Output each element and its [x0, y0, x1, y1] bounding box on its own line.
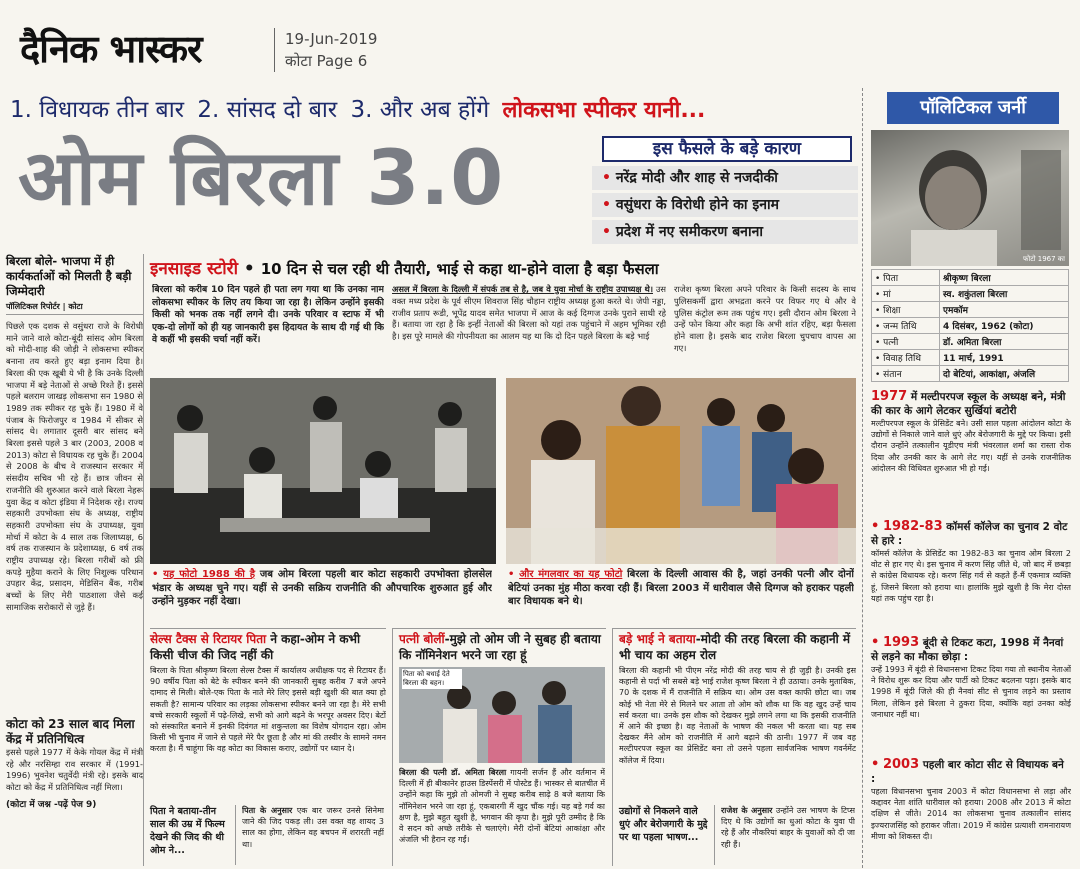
photo-tuesday	[506, 378, 856, 564]
childhood-photo	[871, 130, 1069, 266]
left-byline: पॉलिटिकल रिपोर्टर | कोटा	[6, 301, 143, 315]
story-brother-body: बिरला की कहानी भी पीएम नरेंद्र मोदी की तरह चाय से ही जुड़ी है। उनकी इस कहानी से पर्दा भी सबसे बड़े भाई राजेश कृष्ण बिरला ने ही उठाया। उनके मुताबिक, 70 के दशक में मैं राजनीति में सक्रिय था। ओम उस वक्त काफी छोटा था। जब कोई भी नेता मेरे से मिलने घर आता तो ओम को शौक था कि वह खुद उन्हें चाय सर्व करता था। उनके इस शौक को देखकर मुझे लगने लगा था कि इसकी राजनीति में आने की इच्छा है। वह नेताओं के भाषण की नकल भी करता था। यह सब देखकर मैंने ओम को राजनीति में आगे बढ़ाने की ठानी। 1977 में जब वह मल्टीपरपज स्कूल का प्रेसिडेंट बना तो उसने पहला सार्वजनिक भाषण गवर्नमेंट कॉलेज में दिया।	[619, 666, 856, 765]
story-wife-headline: पत्नी बोलीं-मुझे तो ओम जी ने सुबह ही बताया कि नॉमिनेशन भरने जा रहा हूं	[399, 632, 601, 662]
story-father-headline: सेल्स टैक्स से रिटायर पिता ने कहा-ओम ने कभी किसी चीज की जिद नहीं की	[150, 632, 361, 662]
left-column	[6, 254, 144, 866]
portrait-illustration	[871, 130, 1069, 266]
story-father-box-2: पिता के अनुसार एक बार जरूर उनसे सिनेमा जाने की जिद पकड़ ली। उस वक्त वह शायद 3 साल का होगा, लेकिन वह बचपन में शरारती नहीं था।	[242, 806, 384, 849]
kicker-2: 2. सांसद दो बार	[197, 97, 338, 123]
inside-col-2: असल में बिरला के दिल्ली में संपर्क तब से है, जब वे युवा मोर्चा के राष्ट्रीय उपाध्यक्ष थे। उस वक्त मध्य प्रदेश के पूर्व सीएम शिवराज सिंह चौहान राष्ट्रीय अध्यक्ष हुआ करते थे। जेपी नड्डा, राजीव प्रताप रूडी, भूपेंद्र यादव समेत भाजपा में आज के कई दिग्गज उनके पुराने साथी रहे हैं। बताया जा रहा है कि इन्हीं नेताओं की बिरला को यहां तक पहुंचाने में अहम भूमिका रही है। इस पूरे मामले की गोपनीयता का आलम यह था कि दो दिन पहले बिरला के बड़े भाई	[392, 284, 666, 342]
bio-table	[871, 269, 1069, 382]
journey-event: • 1993 बूंदी से टिकट कटा, 1998 में नैनवां से लड़ने का मौका छोड़ा : उन्हें 1993 में बूंदी से विधानसभा टिकट दिया गया तो स्थानीय नेताओं ने विरोध शुरू कर दिया और पार्टी को टिकट बदलना पड़ा। इसके बाद 1998 में बूंदी जिले की ही नैनवां सीट से चुनाव लड़ने का प्रस्ताव मिला, लेकिन इसे बिरला ने ठुकरा दिया, क्योंकि वहां उनका कोई जनाधार नहीं था।	[871, 635, 1071, 719]
inside-story-heading	[150, 256, 855, 282]
kicker-3: 3. और अब होंगे	[350, 97, 490, 123]
journey-event: 1977 में मल्टीपरपज स्कूल के अध्यक्ष बने, मंत्री की कार के आगे लेटकर सुर्खियां बटोरी मल्टीपरपज स्कूल के प्रेसिडेंट बने। उसी साल पहला आंदोलन कोटा के उद्योगों से निकाले जाने वाले धुएं और बेरोजगारी के मुद्दे पर किया। इसी दौरान उन्होंने तत्कालीन यूडीएच मंत्री भंवरलाल शर्मा का रास्ता रोक दिया और उनकी कार के आगे लेट गए। यहीं से उनके राजनीतिक आंदोलन की विधिवत शुरुआत भी हो गई।	[871, 389, 1071, 473]
kicker-red: लोकसभा स्पीकर यानी...	[502, 98, 706, 123]
inside-col-1: बिरला को करीब 10 दिन पहले ही पता लग गया था कि उनका नाम लोकसभा स्पीकर के लिए तय किया जा रहा है। लेकिन उन्होंने इसकी किसी को भनक तक नहीं लगने दी। उनके परिवार व स्टाफ में भी एक-दो लोगों को ही यह जानकारी इस हिदायत के साथ दी गई थी कि वे कहीं भी इसकी चर्चा नहीं करें।	[152, 284, 384, 346]
inside-story-label: इनसाइड स्टोरी	[150, 259, 238, 279]
left-page-ref: (कोटा में जश्न -पढ़ें पेज 9)	[6, 800, 97, 810]
table-row: • पत्नी डॉ. अमिता बिरला	[872, 334, 1069, 350]
journey-event: • 2003 पहली बार कोटा सीट से विधायक बने : पहला विधानसभा चुनाव 2003 में कोटा विधानसभा से लड़ा और कद्दावर नेता शांति धारीवाल को हराया। 2008 और 2013 में कोटा दक्षिण से जीते। 2014 का लोकसभा चुनाव तत्कालीन सांसद इज्यराजसिंह को हराकर जीता। 2019 में कांग्रेस प्रत्याशी रामनारायण मीणा को शिकस्त दी।	[871, 757, 1071, 841]
journey-column	[862, 88, 1074, 868]
main-headline: ओम बिरला 3.0	[18, 133, 505, 222]
story-brother-box-1: उद्योगों से निकलने वाले धुएं और बेरोजगारी के मुद्दे पर था पहला भाषण...	[619, 805, 715, 865]
story-brother	[612, 628, 856, 866]
table-row: • पिता श्रीकृष्ण बिरला	[872, 270, 1069, 286]
journey-title: पॉलिटिकल जर्नी	[887, 92, 1059, 124]
story-father-box-1: पिता ने बताया-तीन साल की उम्र में फिल्म देखने की जिद की थी ओम ने...	[150, 805, 236, 865]
city-page: कोटा Page 6	[285, 52, 368, 70]
inside-story-title: 10 दिन से चल रही थी तैयारी, भाई से कहा था-होने वाला है बड़ा फैसला	[260, 260, 659, 278]
sister-photo	[399, 667, 605, 763]
photo-year-caption: फोटो 1967 का	[1022, 255, 1065, 263]
photo-1988	[150, 378, 496, 564]
issue-date: 19-Jun-2019	[285, 30, 378, 48]
story-brother-headline: बड़े भाई ने बताया-मोदी की तरह बिरला की कहानी में भी चाय का अहम रोल	[619, 632, 851, 662]
reason-item: • नरेंद्र मोदी और शाह से नजदीकी	[592, 166, 858, 190]
journey-event: • 1982-83 कॉमर्स कॉलेज का चुनाव 2 वोट से हारे : कॉमर्स कॉलेज के प्रेसिडेंट का 1982-83 का चुनाव ओम बिरला 2 वोट से हार गए थे। इस चुनाव में करण सिंह जीते थे, जो बाद में छबड़ा से कांग्रेस विधायक रहे। करण सिंह गर्व से कहते हैं-मैं एकमात्र व्यक्ति हूं, जिसने बिरला को हराया था। हालांकि मुझे खुशी है कि मेरा दोस्त यहां तक पहुंच रहा है।	[871, 519, 1071, 603]
masthead	[0, 0, 1080, 82]
reason-item: • वसुंधरा के विरोधी होने का इनाम	[592, 193, 858, 217]
photo-1988-caption: • यह फोटो 1988 की है जब ओम बिरला पहली बार कोटा सहकारी उपभोक्ता होलसेल भंडार के अध्यक्ष चुने गए। यहीं से उनकी सक्रिय राजनीति की औपचारिक शुरुआत हुई और उन्होंने मुड़कर नहीं देखा।	[152, 569, 492, 607]
left-bottom-body: इससे पहले 1977 में केके गोयल केंद्र में मंत्री रहे और नरसिम्हा राव सरकार में (1991-1996) भुवनेश चतुर्वेदी मंत्री रहे। इसके बाद कोटा को केंद्र में प्रतिनिधित्व नहीं मिला।	[6, 747, 143, 793]
story-wife	[392, 628, 606, 866]
table-row: • जन्म तिथि 4 दिसंबर, 1962 (कोटा)	[872, 318, 1069, 334]
photo-tuesday-caption: • और मंगलवार का यह फोटो बिरला के दिल्ली आवास की है, जहां उनकी पत्नी और दोनों बेटियां उनका मुंह मीठा करवा रही हैं। बिरला 2003 में धारीवाल जैसे दिग्गज को हराकर पहली बार विधायक बने थे।	[508, 569, 854, 607]
table-row: • संतान दो बेटियां, आकांक्षा, अंजलि	[872, 366, 1069, 382]
kicker-1: 1. विधायक तीन बार	[10, 97, 185, 123]
masthead-logo: दैनिक भास्कर	[20, 27, 202, 71]
left-body: पिछले एक दशक से वसुंधरा राजे के विरोधी माने जाने वाले कोटा-बूंदी सांसद ओम बिरला को मोदी-शाह की जोड़ी ने लोकसभा स्पीकर बनाना तय करते हुए बड़ा इनाम दिया है। बिरला की एक खूबी ये भी है कि उनके दिल्ली भाजपा में बड़े नेताओं से अच्छे रिश्ते हैं। इससे पहले बलराम जाखड़ लोकसभा सन 1980 से 1989 तक स्पीकर रह चुके हैं। 1980 में वे पंजाब के फिरोजपुर व 1984 में सीकर से सांसद थे। लगातार दूसरी बार सांसद बने बिरला इससे पहले 3 बार (2003, 2008 व 2013) कोटा से विधायक रह चुके हैं। 2004 से 2008 के बीच वे राजस्थान सरकार में संसदीय सचिव भी रहे हैं। छात्र जीवन से राजनीति की शुरुआत करने वाले बिरला नेहरू युवा केंद्र व कोटा इंडिया में निदेशक रहे। राज्य सहकारी उपभोक्ता संघ के अध्यक्ष, राष्ट्रीय सहकारी उपभोक्ता संघ के उपाध्यक्ष, युवा मोर्चा में कोटा के 4 साल तक जिलाध्यक्ष, 6 वर्ष तक राजस्थान के प्रदेशाध्यक्ष, 6 वर्ष तक राष्ट्रीय उपाध्यक्ष रहे। बिरला गरीबों को फ्री कपड़े मुहैया कराने के लिए निशुल्क परिधान उपहार केंद्र, प्रसादम, मेडिसिन बैंक, गरीब बच्चों के लिए मेरी पाठशाला जैसे कई सामाजिक सरोकारों से जुड़े हैं।	[6, 321, 143, 612]
photo-tuesday-illustration	[506, 378, 856, 564]
left-bottom-headline: कोटा को 23 साल बाद मिला केंद्र में प्रतिनिधित्व	[6, 717, 135, 746]
inside-story-dot: •	[243, 259, 255, 279]
story-father	[150, 628, 386, 866]
masthead-divider	[274, 28, 275, 72]
table-row: • मां स्व. शकुंतला बिरला	[872, 286, 1069, 302]
inside-col-3: राजेश कृष्ण बिरला अपने परिवार के किसी सदस्य के साथ पुलिसकर्मी द्वारा अभद्रता करने पर विफर गए थे और वे पुलिस कंट्रोल रूम तक पहुंच गए। इसी दौरान ओम बिरला ने उन्हें फोन किया और कहा कि अभी शांत रहिए, बड़ा फैसला होने वाला है। इसके बाद राजेश बिरला चुपचाप वापस आ गए।	[674, 284, 856, 353]
reasons-box	[592, 136, 858, 248]
sister-photo-caption: पिता को बधाई देते बिरला की बहन।	[402, 669, 462, 689]
table-row: • विवाह तिथि 11 मार्च, 1991	[872, 350, 1069, 366]
kicker-line	[10, 92, 870, 126]
reason-item: • प्रदेश में नए समीकरण बनाना	[592, 220, 858, 244]
left-headline: बिरला बोले- भाजपा में ही कार्यकर्ताओं को मिलती है बड़ी जिम्मेदारी	[6, 254, 132, 298]
story-wife-body: बिरला की पत्नी डॉ. अमिता बिरला गायनी सर्जन हैं और वर्तमान में दिल्ली में ही बीकानेर हाउस डिस्पेंसरी में पोस्टेड हैं। भास्कर से बातचीत में उन्होंने कहा कि मुझे तो ओमजी ने सुबह करीब साढ़े 8 बजे बताया कि नॉमिनेशन भरने जा रहा हूं, एकबारगी मैं खुद चौंक गई। यह बड़े गर्व का क्षण है, मुझे बहुत खुशी है, भगवान की कृपा है। मुझे पूरी उम्मीद है कि वे सदन को अच्छे तरीके से चलाएंगे। मेरी दोनों बेटियां आकांक्षा और अंजलि भी हैरान रह गईं।	[399, 768, 605, 845]
story-brother-box-2: राजेश के अनुसार उन्होंने उस भाषण के टिप्स दिए थे कि उद्योगों का धुआं कोटा के युवा पी रहे हैं और नौकरियां बाहर के युवाओं को दी जा रही हैं।	[721, 806, 855, 849]
photo-1988-illustration	[150, 378, 496, 564]
table-row: • शिक्षा एमकॉम	[872, 302, 1069, 318]
story-father-body: बिरला के पिता श्रीकृष्ण बिरला सेल्स टैक्स में कार्यालय अधीक्षक पद से रिटायर हैं। 90 वर्षीय पिता को बेटे के स्पीकर बनने की जानकारी सुबह करीब 7 बजे अपने दामाद से मिली। बोले-एक पिता के नाते मेरे लिए इससे बड़ी खुशी की बात क्या हो सकती है? सामान्य परिवार का लड़का लोकसभा स्पीकर बनने जा रहा है। मेरे सभी बच्चे सरकारी स्कूलों में पढ़े-लिखे, सभी को आगे बढ़ने के भरपूर अवसर दिए। बेटों को संस्कारित बनाने में इनकी दिवंगत मां शकुन्तला का विशेष योगदान रहा। ओम किसी भी चुनाव में जाने से पहले मेरे पैर छूता है और मां की तस्वीर के सामने नमन करता है। मैं चाहूंगा कि वह कोटा का विकास कराए, उद्योगों पर ध्यान दे।	[150, 666, 386, 754]
reasons-title: इस फैसले के बड़े कारण	[602, 136, 852, 162]
